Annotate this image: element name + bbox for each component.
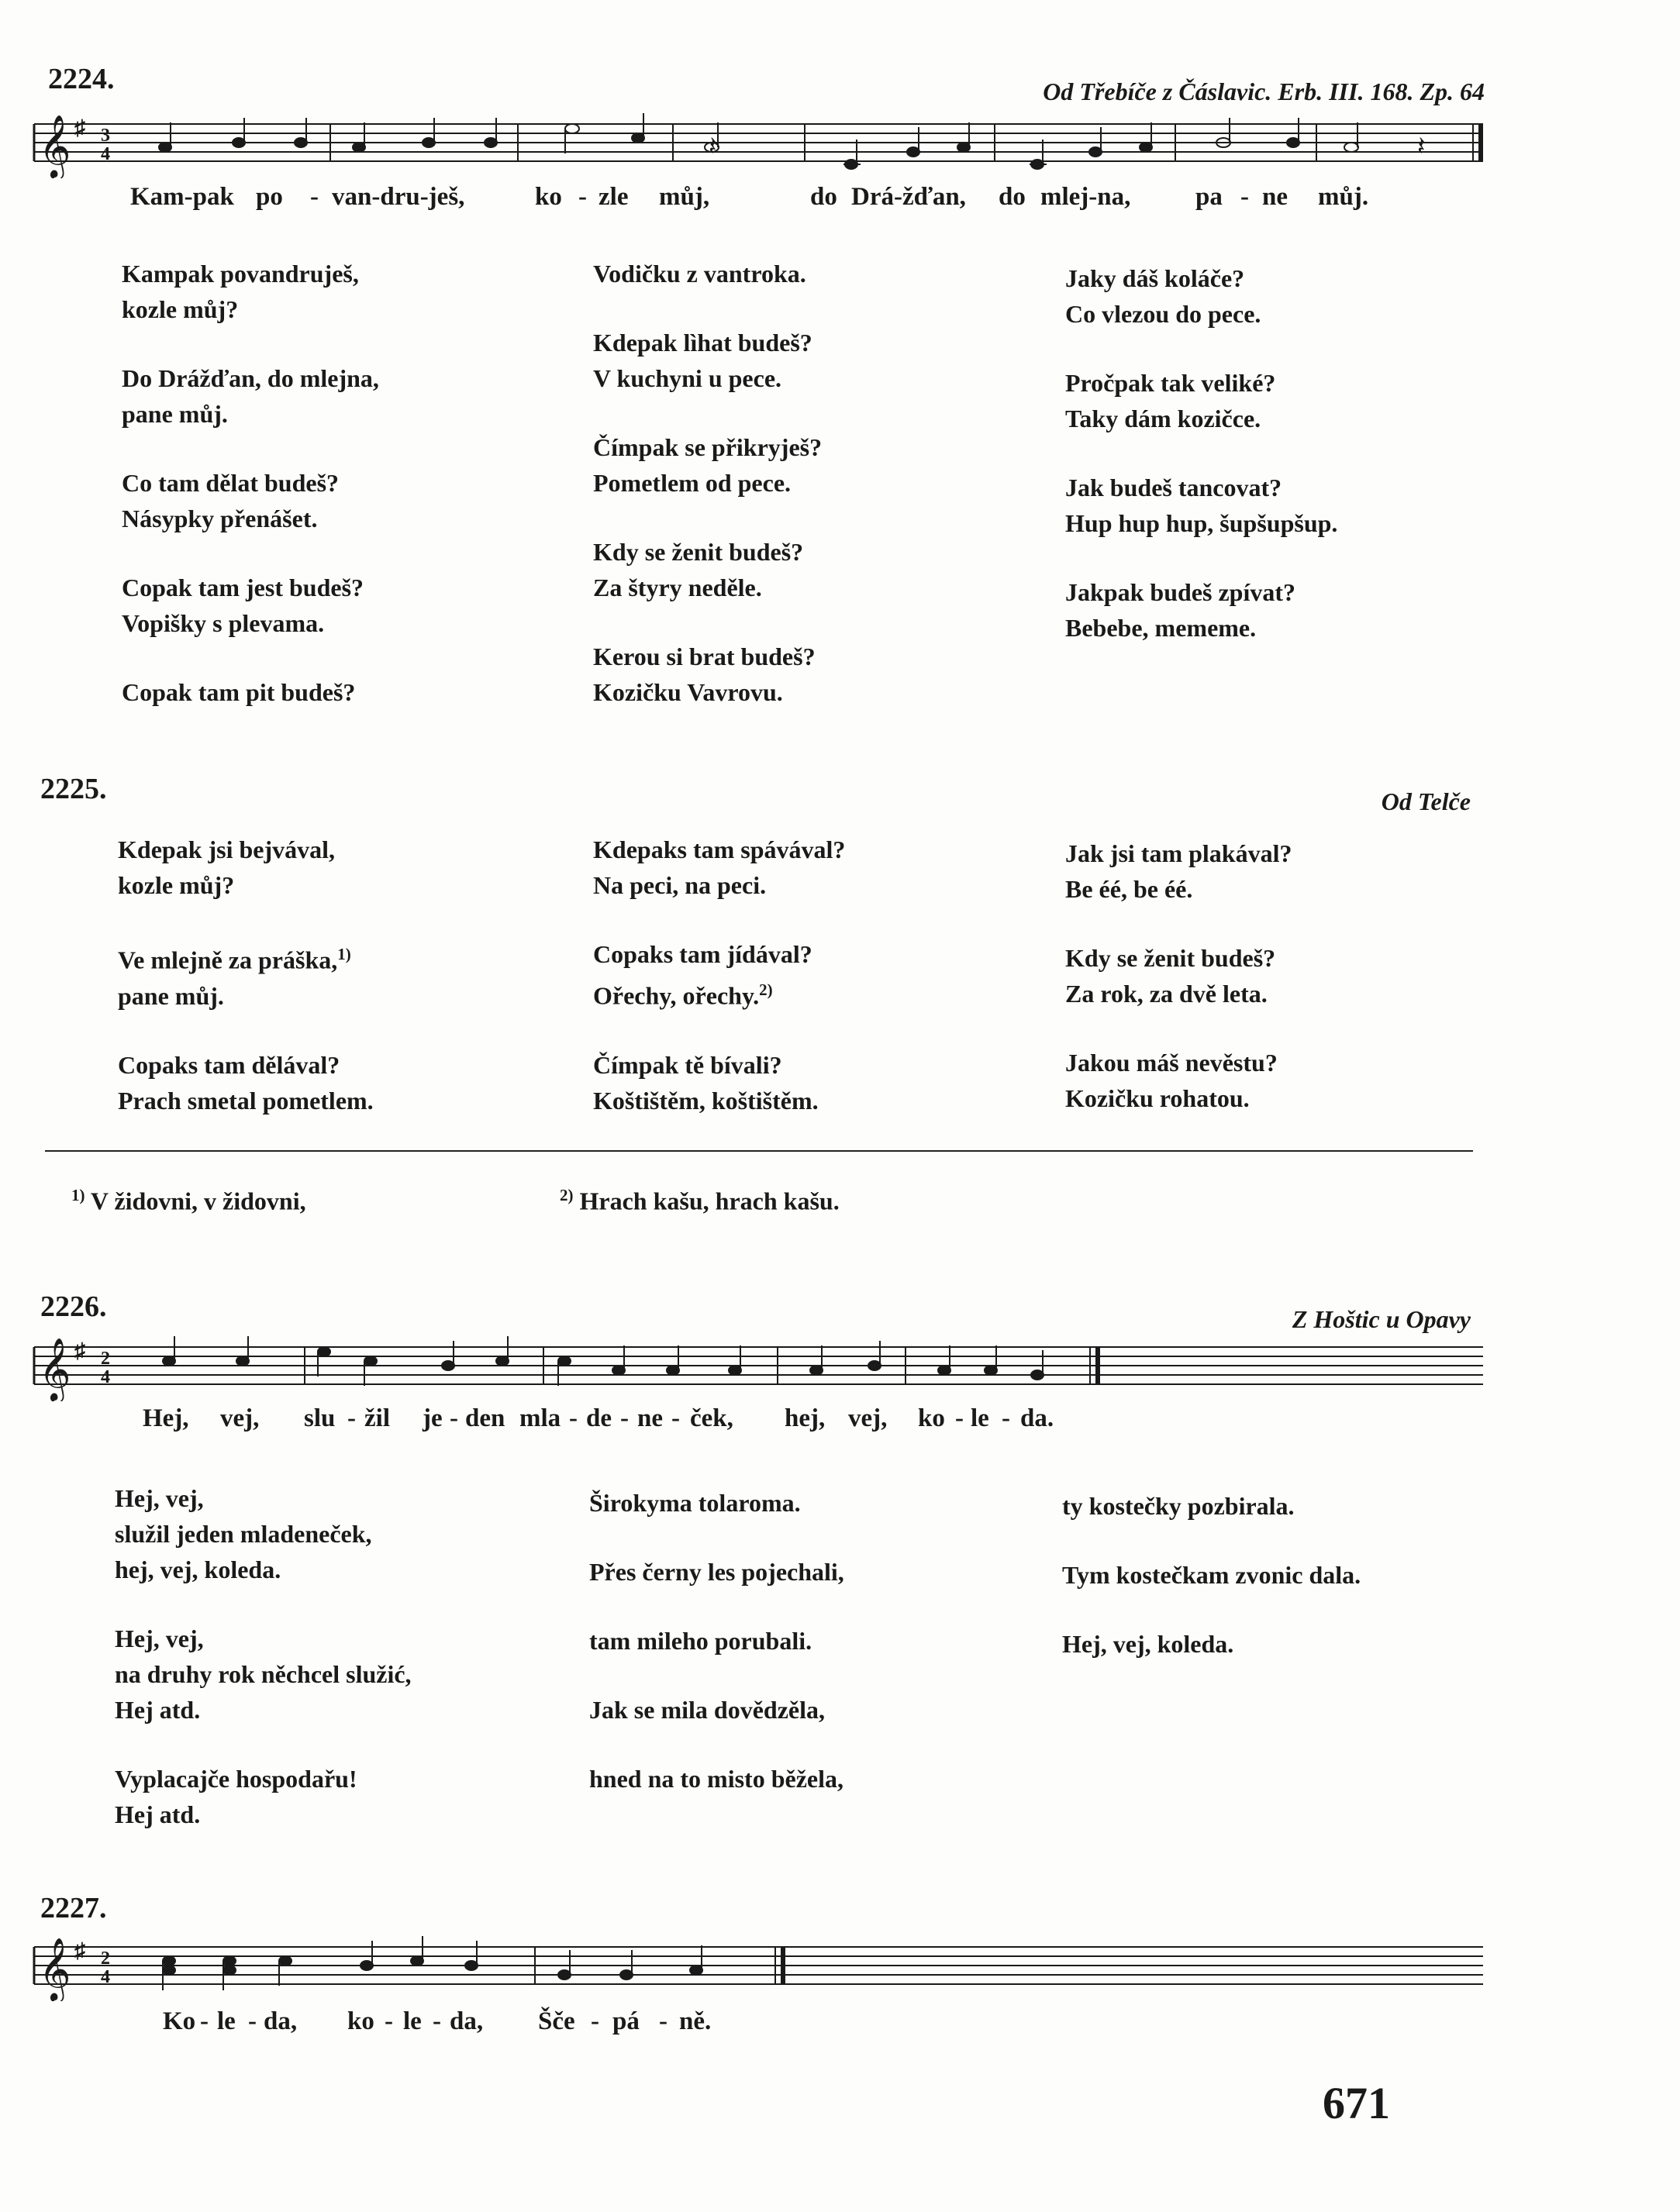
song-number-2226: 2226. bbox=[40, 1290, 107, 1323]
stanza: Jak se mila dovědzěla, bbox=[589, 1696, 825, 1724]
song-source-2226: Z Hoštic u Opavy bbox=[1292, 1305, 1471, 1333]
stanza: Tym kostečkam zvonic dala. bbox=[1062, 1561, 1361, 1589]
stanza: Copak tam pit budeš? bbox=[122, 678, 356, 706]
stanza: Vyplacajče hospodařu! Hej atd. bbox=[115, 1765, 357, 1828]
lyrics-column-2224-3 bbox=[1065, 260, 1337, 679]
footnote-2: $^{2)}$ Hrach kašu, hrach kašu. bbox=[560, 1186, 840, 1215]
stanza: Jak jsi tam plakával? Be éé, be éé. bbox=[1065, 839, 1292, 903]
stanza: Vodičku z vantroka. bbox=[593, 260, 806, 288]
lyric-underlay-2224: Kam-pak po - van-dru-ješ, ko - zle můj, do Drá-žďan, do mlej-na, pa - ne můj. bbox=[130, 183, 1369, 211]
stanza: hned na to misto běžela, bbox=[589, 1765, 843, 1793]
treble-clef-icon: 𝄞 bbox=[39, 114, 71, 177]
song-number-2225: 2225. bbox=[40, 773, 107, 805]
stanza: Hej, vej, služil jeden mladeneček, hej, vej, koleda. bbox=[115, 1484, 372, 1583]
stanza: Jakou máš nevěstu? Kozičku rohatou. bbox=[1065, 1049, 1278, 1112]
svg-text:4: 4 bbox=[101, 1967, 110, 1987]
stanza: Přes černy les pojechali, bbox=[589, 1558, 844, 1586]
stanza: Hej, vej, na druhy rok něchcel služić, Hej atd. bbox=[115, 1625, 412, 1724]
stanza: Jak budeš tancovat? Hup hup hup, šupšupšup. bbox=[1065, 474, 1338, 537]
lyrics-column-2226-2 bbox=[589, 1485, 844, 1830]
stanza: ty kostečky pozbirala. bbox=[1062, 1492, 1295, 1520]
lyrics-column-2226-3 bbox=[1062, 1488, 1361, 1695]
music-staff-2224 bbox=[29, 109, 1487, 178]
lyric-underlay-2226: Hej, vej, slu - žil je - den mla - de - ne - ček, hej, vej, ko - le - da. bbox=[143, 1404, 1054, 1432]
svg-text:𝄽: 𝄽 bbox=[1417, 131, 1426, 162]
stanza: Kdy se ženit budeš? Za štyry neděle. bbox=[593, 538, 804, 601]
stanza: Hej, vej, koleda. bbox=[1062, 1630, 1234, 1658]
stanza: Do Drážďan, do mlejna, pane můj. bbox=[122, 364, 379, 428]
svg-text:3: 3 bbox=[101, 126, 110, 146]
stanza: Jakpak budeš zpívat? Bebebe, mememe. bbox=[1065, 578, 1295, 642]
song-number-2224: 2224. bbox=[48, 63, 115, 95]
svg-text:4: 4 bbox=[101, 144, 110, 164]
music-staff-2226 bbox=[29, 1332, 1487, 1401]
stanza: Kampak povandruješ, kozle můj? bbox=[122, 260, 359, 323]
song-source-2225: Od Telče bbox=[1381, 787, 1471, 815]
stanza: Kdepak lìhat budeš? V kuchyni u pece. bbox=[593, 329, 812, 392]
svg-text:𝄞: 𝄞 bbox=[39, 1337, 71, 1401]
svg-text:♯: ♯ bbox=[74, 116, 85, 140]
lyrics-column-2225-1 bbox=[118, 832, 374, 1152]
svg-text:♯: ♯ bbox=[74, 1339, 85, 1363]
stanza: Kdy se ženit budeš? Za rok, za dvě leta. bbox=[1065, 944, 1276, 1008]
music-staff-2227 bbox=[29, 1931, 1487, 2001]
svg-text:2: 2 bbox=[101, 1349, 110, 1369]
lyrics-column-2224-2 bbox=[593, 256, 822, 743]
svg-text:4: 4 bbox=[101, 1367, 110, 1387]
stanza: Čímpak tě bívali? Koštištěm, koštištěm. bbox=[593, 1050, 819, 1115]
stanza: Kerou si brat budeš? Kozičku Vavrovu. bbox=[593, 643, 816, 706]
stanza: Copaks tam dělával? Prach smetal pometlem. bbox=[118, 1050, 374, 1115]
stanza: Copak tam jest budeš? Vopišky s plevama. bbox=[122, 574, 364, 637]
stanza: Čímpak se přikryješ? Pometlem od pece. bbox=[593, 433, 823, 497]
footnote-ref-2: 2) bbox=[759, 980, 773, 999]
footnote-1: $^{1)}$ V židovni, v židovni, bbox=[71, 1186, 306, 1215]
stanza: Copaks tam jídával? Ořechy, ořechy.$^{2)}$ bbox=[593, 940, 812, 1010]
lyrics-column-2225-3 bbox=[1065, 836, 1292, 1149]
stanza: Pročpak tak veliké? Taky dám kozičce. bbox=[1065, 369, 1276, 432]
lyrics-column-2224-1 bbox=[122, 256, 379, 743]
stanza: Širokyma tolaroma. bbox=[589, 1489, 801, 1517]
svg-text:♯: ♯ bbox=[74, 1939, 85, 1963]
lyric-underlay-2227: Ko - le - da, ko - le - da, Šče - pá - ně. bbox=[163, 2007, 712, 2035]
song-number-2227: 2227. bbox=[40, 1892, 107, 1924]
stanza: Kdepak jsi bejvával, kozle můj? bbox=[118, 836, 336, 899]
svg-text:𝄞: 𝄞 bbox=[39, 1937, 71, 2000]
stanza: tam mileho porubali. bbox=[589, 1627, 812, 1655]
stanza: Co tam dělat budeš? Násypky přenášet. bbox=[122, 469, 340, 532]
page-number: 671 bbox=[1323, 2078, 1390, 2128]
lyrics-column-2225-2 bbox=[593, 832, 845, 1152]
svg-text:2: 2 bbox=[101, 1948, 110, 1969]
stanza: Jaky dáš koláče? Co vlezou do pece. bbox=[1065, 264, 1261, 328]
svg-text:𝄽: 𝄽 bbox=[709, 131, 717, 162]
song-source-2224: Od Třebíče z Čáslavic. Erb. III. 168. Zp. 64 bbox=[1043, 78, 1485, 105]
stanza: Ve mlejně za práška,$^{1)}$ pane můj. bbox=[118, 945, 351, 1010]
footnote-divider bbox=[45, 1150, 1473, 1152]
stanza: Kdepaks tam spávával? Na peci, na peci. bbox=[593, 836, 846, 899]
footnote-ref-1: 1) bbox=[337, 945, 351, 963]
lyrics-column-2226-1 bbox=[115, 1480, 412, 1866]
